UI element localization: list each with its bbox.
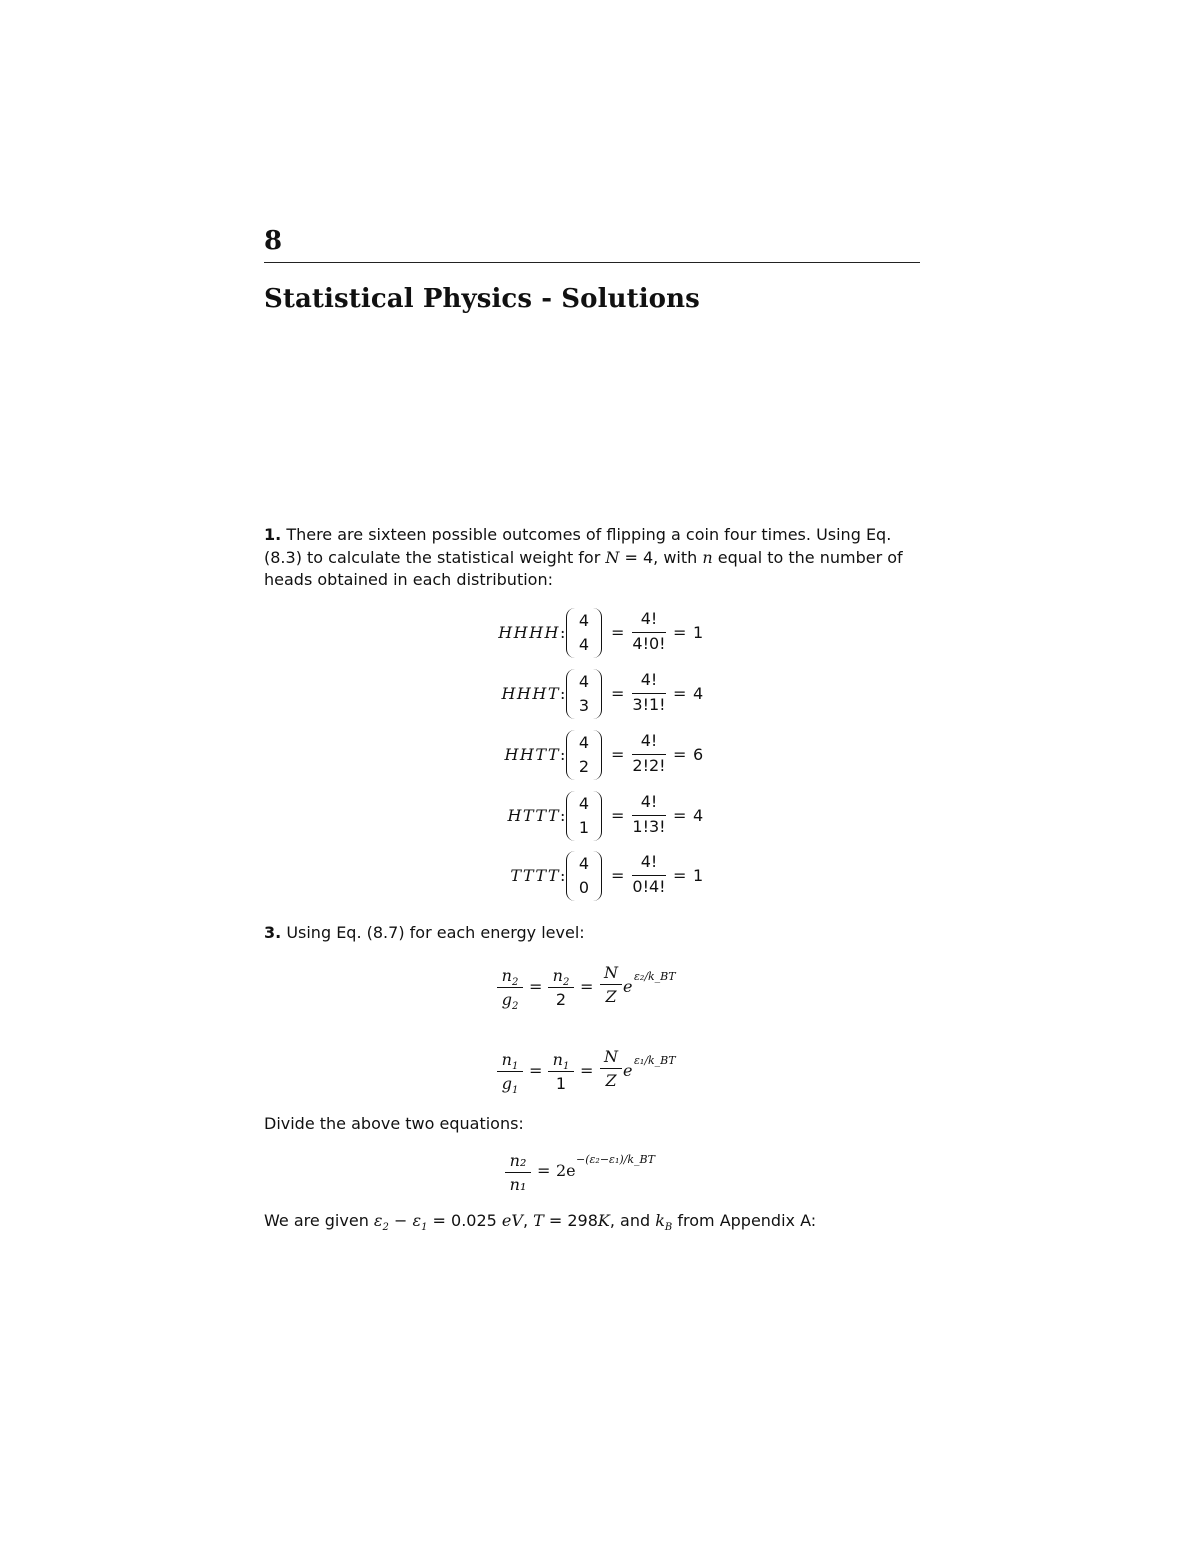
eq3-denominator: n₁ [509,1175,527,1194]
row-value: 1 [693,866,704,885]
fraction-denominator: 2!2! [632,756,666,775]
chapter-title: Statistical Physics - Solutions [264,284,700,314]
binomial-bottom: 3 [578,696,590,715]
fraction [630,608,668,655]
eq1-two: 2 [555,990,567,1009]
eq3-exponent: −(ε₂−ε₁)/k_BT [576,1153,655,1166]
binomial-bottom: 0 [578,878,590,897]
given-c: , [522,1211,534,1230]
eq2-g-sub: 1 [511,1085,519,1097]
chapter-number: 8 [264,226,283,256]
binomial-row: HHHT : 4 3 = 4! 3!1! = 4 [0,667,1200,723]
fraction-denominator: 0!4! [632,877,666,896]
fraction [630,669,668,716]
given-f: from Appendix A: [672,1211,817,1230]
eq2-n2-sub: 1 [562,1061,570,1073]
row-label: HHHT [501,684,560,703]
row-value: 4 [693,684,704,703]
fraction-numerator: 4! [640,792,658,811]
problem-1-text-c: equal to the number of heads obtained in each distribution: [264,547,903,589]
eq2-Z: Z [605,1071,617,1090]
problem-1-number: 1. [264,525,282,544]
binomial [566,791,602,843]
given-line: We are given $\varepsilon_2 - \varepsilon_1 = 0.025$ eV, T = 298K, and $k_B$ from Appendix A: [264,1211,817,1234]
fraction-numerator: 4! [640,852,658,871]
row-label: TTTT [510,866,560,885]
fraction-numerator: 4! [640,609,658,628]
eq1-n2: n [552,966,563,985]
fraction-denominator: 3!1! [632,695,666,714]
given-e: , and [609,1211,656,1230]
binomial-bottom: 4 [578,635,590,654]
eq1-g-sub: 2 [511,1001,519,1013]
eq1-e: e [623,977,633,996]
fraction [630,730,668,777]
row-label: HTTT [507,806,560,825]
eq3-numerator: n₂ [509,1151,527,1170]
binomial [566,851,602,903]
problem-1-text-b: = 4, with [619,547,703,567]
fraction [630,851,668,898]
var-N: N [605,547,620,567]
problem-3-number: 3. [264,923,282,942]
fraction-numerator: 4! [640,670,658,689]
binomial-row: HTTT : 4 1 = 4! 1!3! = 4 [0,789,1200,845]
eq2-g: g [501,1074,512,1093]
eq1-n: n [501,966,512,985]
eq2-exponent: ε₁/k_BT [634,1054,676,1067]
fraction-denominator: 1!3! [632,817,666,836]
row-value: 1 [693,623,704,642]
binomial-bottom: 2 [578,757,590,776]
eq1-n-sub: 2 [511,977,519,989]
binomial-top: 4 [578,733,590,752]
binomial-row: HHTT : 4 2 = 4! 2!2! = 6 [0,728,1200,784]
binomial [566,669,602,721]
divide-text: Divide the above two equations: [264,1114,524,1133]
binomial-top: 4 [578,672,590,691]
eq1-exponent: ε₂/k_BT [634,970,676,983]
row-label: HHHH [498,623,560,642]
eq1-g: g [501,990,512,1009]
eq3-rhs: 2e [556,1161,576,1180]
eq2-n-sub: 1 [511,1061,519,1073]
given-d: = 298 [543,1211,598,1230]
problem-3-intro [264,922,924,945]
given-b: = 0.025 [427,1211,502,1230]
binomial [566,730,602,782]
var-n: n [702,547,713,567]
eq1-Z: Z [605,987,617,1006]
fraction-numerator: 4! [640,731,658,750]
chapter-rule [264,262,920,263]
fraction-denominator: 4!0! [632,634,666,653]
given-a: We are given [264,1211,374,1230]
binomial [566,608,602,660]
eq1-N: N [604,963,618,982]
binomial-bottom: 1 [578,818,590,837]
row-value: 4 [693,806,704,825]
binomial-row: TTTT : 4 0 = 4! 0!4! = 1 [0,849,1200,905]
binomial-row: HHHH : 4 4 = 4! 4!0! = 1 [0,606,1200,662]
row-label: HHTT [504,745,560,764]
binomial-top: 4 [578,611,590,630]
eq2-n2: n [552,1050,563,1069]
row-value: 6 [693,745,704,764]
binomial-top: 4 [578,794,590,813]
eq2-N: N [604,1047,618,1066]
fraction [630,791,668,838]
binomial-top: 4 [578,854,590,873]
problem-3-intro-text: Using Eq. (8.7) for each energy level: [286,923,585,942]
eq1-n2-sub: 2 [562,977,570,989]
eq2-one: 1 [555,1074,567,1093]
eq2-n: n [501,1050,512,1069]
problem-1-text [264,524,924,592]
eq2-e: e [623,1061,633,1080]
problem-1-text-a: There are sixteen possible outcomes of flipping a coin four times. Using Eq. (8.3) to calculate the statistical weight for [264,525,892,567]
